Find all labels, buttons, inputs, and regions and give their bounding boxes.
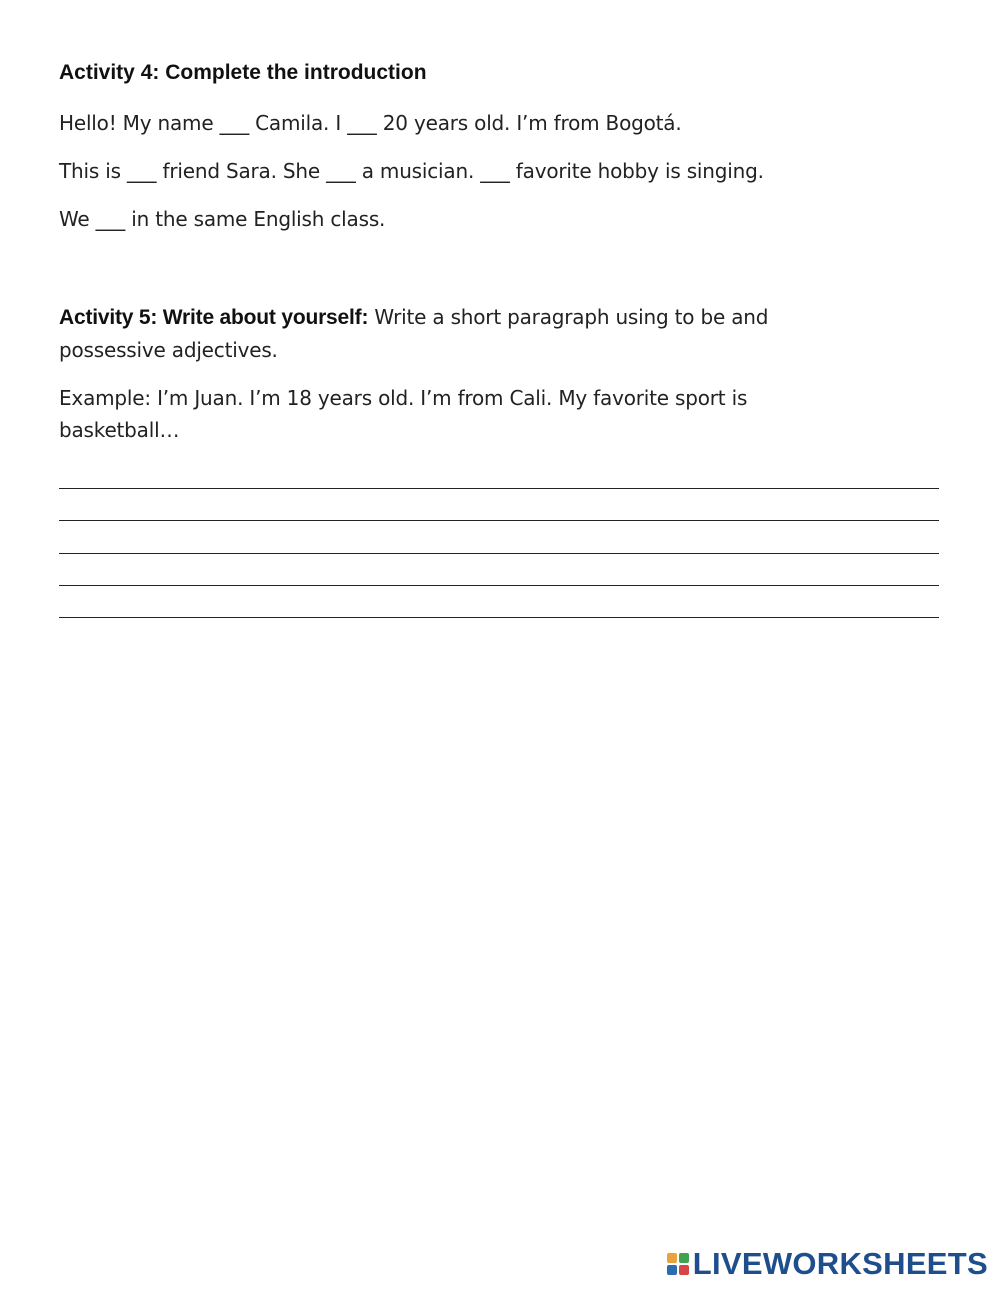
logo-cell [667, 1265, 677, 1275]
logo-cell [667, 1253, 677, 1263]
activity-5-instruction: Write a short paragraph using to be and possessive adjectives. [59, 305, 769, 362]
writing-line-3[interactable] [59, 553, 939, 554]
activity-5-example: Example: I’m Juan. I’m 18 years old. I’m from Cali. My favorite sport is basketball… [59, 386, 748, 442]
writing-line-2[interactable] [59, 520, 939, 521]
activity-4-title: Activity 4: Complete the introduction [59, 61, 427, 84]
logo-cell [679, 1265, 689, 1275]
activity-5-title: Activity 5: Write about yourself: [59, 306, 369, 329]
liveworksheets-watermark [667, 1246, 988, 1282]
liveworksheets-logo-icon [667, 1253, 689, 1275]
liveworksheets-wordmark: LIVEWORKSHEETS [692, 1246, 988, 1281]
activity-5-prompt [59, 301, 859, 366]
writing-line-5[interactable] [59, 617, 939, 618]
activity-4-line-2: This is ___ friend Sara. She ___ a musician. ___ favorite hobby is singing. [59, 159, 764, 183]
writing-line-1[interactable] [59, 488, 939, 489]
writing-line-4[interactable] [59, 585, 939, 586]
logo-cell [679, 1253, 689, 1263]
activity-4-line-1: Hello! My name ___ Camila. I ___ 20 years old. I’m from Bogotá. [59, 111, 682, 135]
activity-4-line-3: We ___ in the same English class. [59, 207, 386, 231]
